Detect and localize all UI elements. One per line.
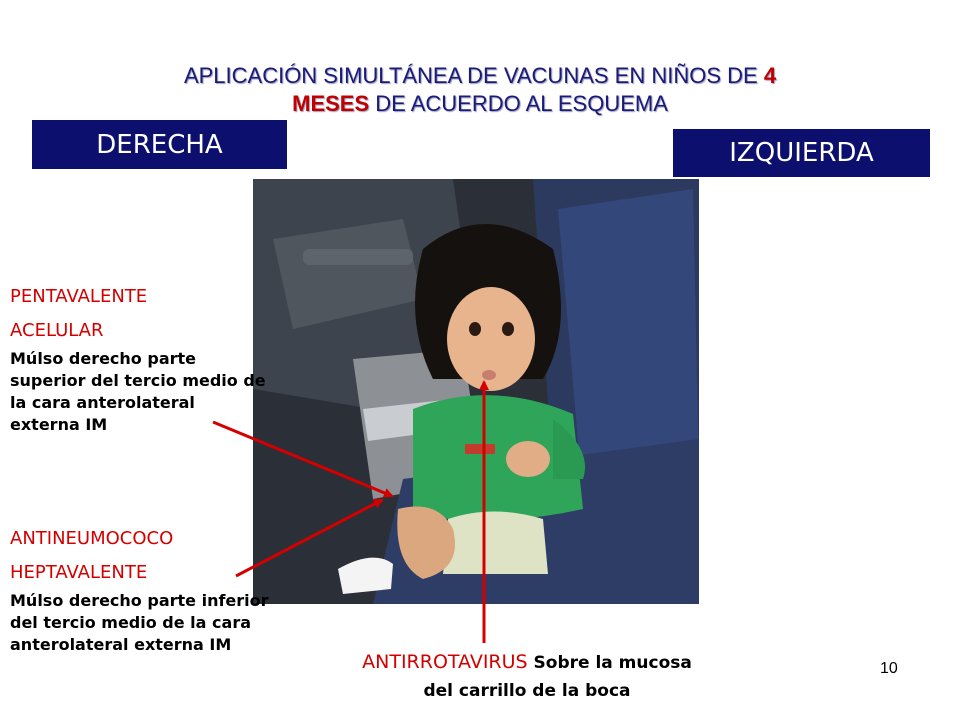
vaccine-a-description: Múlso derecho parte superior del tercio medio de la cara anterolateral externa IM xyxy=(10,349,266,434)
vaccine-b-name-line1: ANTINEUMOCOCO xyxy=(10,528,174,549)
vaccine-b-description: Múlso derecho parte inferior del tercio medio de la cara anterolateral externa IM xyxy=(10,591,269,654)
page-number: 10 xyxy=(880,660,898,677)
vaccine-a-name-line1: PENTAVALENTE xyxy=(10,286,148,307)
vaccine-antirrotavirus-block xyxy=(352,648,702,705)
title-part1: APLICACIÓN SIMULTÁNEA DE VACUNAS EN NIÑOS DE xyxy=(183,63,764,88)
label-left-side: IZQUIERDA xyxy=(673,129,930,177)
label-right-side: DERECHA xyxy=(32,120,287,169)
vaccine-a-name-line2: ACELULAR xyxy=(10,320,104,341)
vaccine-antineumococo-block xyxy=(10,522,280,656)
baby-car-seat-photo xyxy=(253,179,699,604)
vaccine-c-description: Sobre la mucosa del carrillo de la boca xyxy=(423,653,692,701)
title-part2: DE ACUERDO AL ESQUEMA xyxy=(369,91,668,116)
vaccine-c-name: ANTIRROTAVIRUS xyxy=(362,651,528,673)
slide-title xyxy=(60,62,900,118)
vaccine-pentavalente-block xyxy=(10,280,270,436)
vaccine-b-name-line2: HEPTAVALENTE xyxy=(10,562,148,583)
title-highlight-number: 4 xyxy=(763,63,777,88)
title-highlight-months: MESES xyxy=(292,91,370,116)
